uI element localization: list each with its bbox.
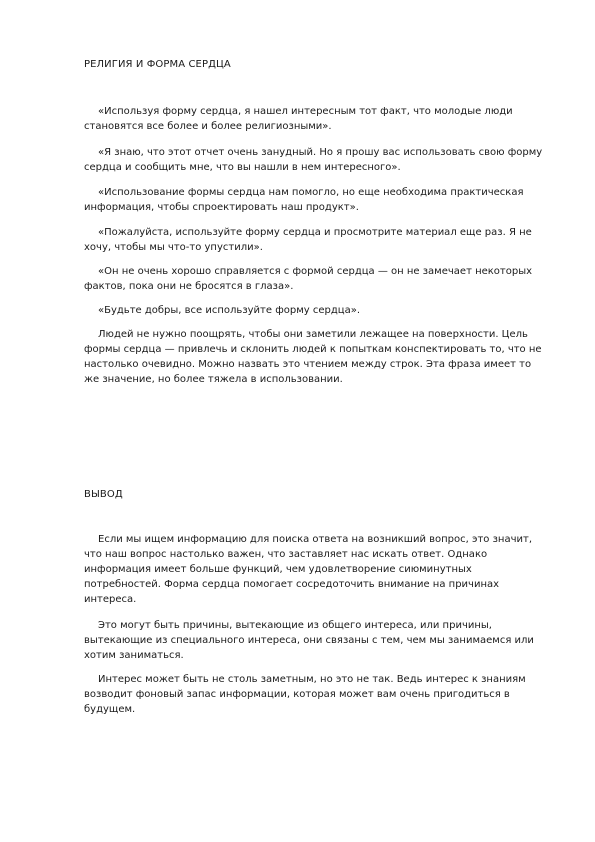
paragraph: «Пожалуйста, используйте форму сердца и просмотрите материал еще раз. Я не хочу, чтобы мы что-то упустили». bbox=[84, 227, 532, 253]
paragraph: Это могут быть причины, вытекающие из общего интереса, или причины, вытекающие из специального интереса, они связаны с тем, чем мы занимаемся или хотим заниматься. bbox=[84, 620, 534, 661]
paragraph: Если мы ищем информацию для поиска ответа на возникший вопрос, это значит, что наш вопрос настолько важен, что заставляет нас искать ответ. Однако информация имеет больше функций, чем удовлетворение сиюминутных потребностей. Форма сердца помогает сосредоточить внимание на причинах интереса. bbox=[84, 534, 532, 605]
paragraph: «Будьте добры, все используйте форму сердца». bbox=[98, 305, 361, 316]
paragraph: «Я знаю, что этот отчет очень занудный. Но я прошу вас использовать свою форму сердца и сообщить мне, что вы нашли в нем интересного». bbox=[84, 147, 543, 173]
paragraph: Интерес может быть не столь заметным, но это не так. Ведь интерес к знаниям возводит фоновый запас информации, которая может вам очень пригодиться в будущем. bbox=[84, 674, 526, 715]
section-title-conclusion: ВЫВОД bbox=[84, 489, 123, 500]
paragraph: «Используя форму сердца, я нашел интересным тот факт, что молодые люди становятся все более и более религиозными». bbox=[84, 106, 513, 132]
paragraph: «Использование формы сердца нам помогло, но еще необходима практическая информация, чтобы спроектировать наш продукт». bbox=[84, 187, 524, 213]
paragraph: «Он не очень хорошо справляется с формой сердца — он не замечает некоторых фактов, пока они не бросятся в глаза». bbox=[84, 266, 533, 292]
section-title-religion: РЕЛИГИЯ И ФОРМА СЕРДЦА bbox=[84, 59, 231, 70]
paragraph: Людей не нужно поощрять, чтобы они заметили лежащее на поверхности. Цель формы сердца — привлечь и склонить людей к попыткам конспектировать то, что не настолько очевидно. Можно назвать это чтением между строк. Эта фраза имеет то же значение, но более тяжела в использовании. bbox=[84, 329, 542, 385]
